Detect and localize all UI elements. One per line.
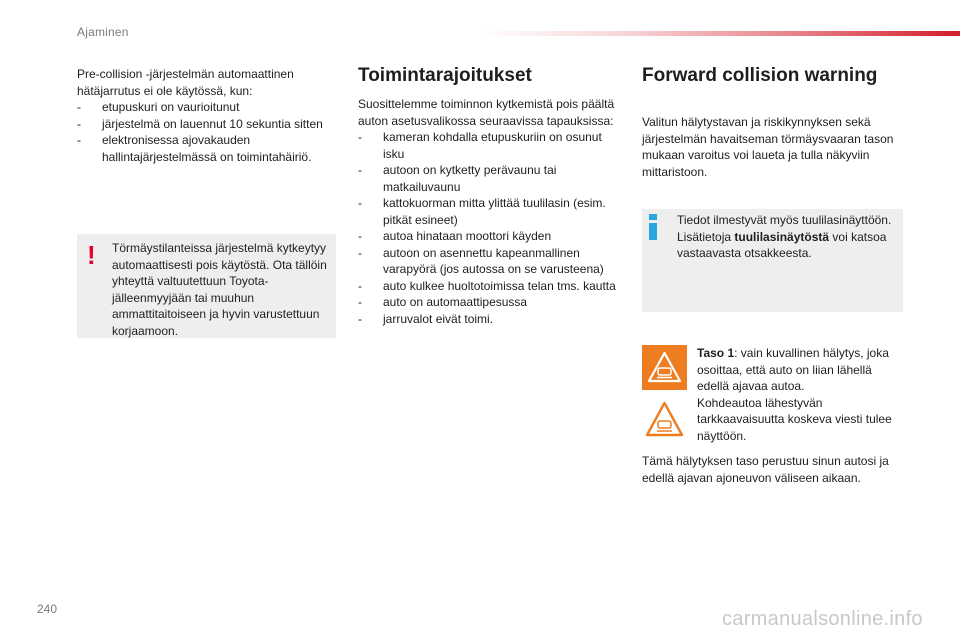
- collision-warning-outline-icon: [642, 397, 687, 442]
- final-text: Tämä hälytyksen taso perustuu sinun autosi ja edellä ajavan ajoneuvon väliseen aikaan.: [642, 454, 889, 485]
- limitations-heading: Toimintarajoitukset: [358, 65, 532, 86]
- info-box: [642, 209, 903, 312]
- list-item: - kameran kohdalla etupuskuriin on osunut isku: [358, 129, 620, 162]
- level-text-1: : vain kuvallinen hälytys, joka osoittaa, että auto on liian lähellä edellä ajavaa autoa.: [697, 346, 889, 393]
- section-title: Ajaminen: [77, 25, 129, 39]
- level-text: [697, 345, 907, 444]
- right-column: [642, 64, 904, 180]
- info-prefix: Lisätietoja: [677, 229, 735, 244]
- list-item: - etupuskuri on vaurioitunut: [77, 99, 339, 116]
- list-item: - autoon on kytketty perävaunu tai matkailuvaunu: [358, 162, 620, 195]
- warning-text: Törmäystilanteissa järjestelmä kytkeytyy automaattisesti pois käytöstä. Ota tällöin yhteyttä valtuutettuun Toyota-jälleenmyyjään tai muuhun ammattitaitoiseen ja hyvin varustettuun korjaamoon.: [112, 241, 327, 338]
- left-intro: Pre-collision -järjestelmän automaattinen hätäjarrutus ei ole käytössä, kun:: [77, 67, 294, 98]
- watermark: carmanualsonline.info: [722, 608, 923, 630]
- page-number: 240: [37, 602, 58, 616]
- left-column: [77, 66, 339, 165]
- warning-box: [77, 234, 336, 338]
- level-description: [697, 345, 907, 395]
- info-suffix: voi katsoa vastaavasta otsakkeesta.: [677, 229, 887, 260]
- left-list: [77, 99, 339, 165]
- list-item: - jarruvalot eivät toimi.: [358, 311, 620, 328]
- info-line: Tiedot ilmestyvät myös tuulilasinäyttöön.: [677, 213, 892, 227]
- info-icon: [646, 214, 660, 240]
- list-item: - kattokuorman mitta ylittää tuulilasin (esim. pitkät esineet): [358, 195, 620, 228]
- info-more: [677, 229, 899, 262]
- collision-warning-icon: [642, 345, 687, 390]
- info-bold: tuulilasinäytöstä: [734, 229, 830, 244]
- level-label: Taso 1: [697, 346, 735, 360]
- list-item: - järjestelmä on lauennut 10 sekuntia sitten: [77, 116, 339, 133]
- limitations-list: [358, 129, 620, 327]
- fcw-heading: Forward collision warning: [642, 65, 878, 86]
- middle-column: [358, 64, 620, 327]
- exclamation-icon: !: [87, 240, 96, 270]
- fcw-intro: Valitun hälytystavan ja riskikynnyksen sekä järjestelmän havaitseman törmäysvaaran tason mukaan varoitus voi laueta ja tulla näkyviin mittaristoon.: [642, 115, 894, 179]
- level-text-2: Kohdeautoa lähestyvän tarkkaavaisuutta koskeva viesti tulee näyttöön.: [697, 395, 892, 443]
- info-text: [677, 212, 899, 262]
- limitations-intro: Suosittelemme toiminnon kytkemistä pois päältä auton asetusvalikossa seuraavissa tapauksissa:: [358, 97, 615, 128]
- list-item: - autoon on asennettu kapeanmallinen varapyörä (jos autossa on se varusteena): [358, 245, 620, 278]
- list-item: - elektronisessa ajovakauden hallintajärjestelmässä on toimintahäiriö.: [77, 132, 339, 165]
- list-item: - auto on automaattipesussa: [358, 294, 620, 311]
- header-accent-bar: [480, 31, 960, 36]
- list-item: - autoa hinataan moottori käyden: [358, 228, 620, 245]
- list-item: - auto kulkee huoltotoimissa telan tms. kautta: [358, 278, 620, 295]
